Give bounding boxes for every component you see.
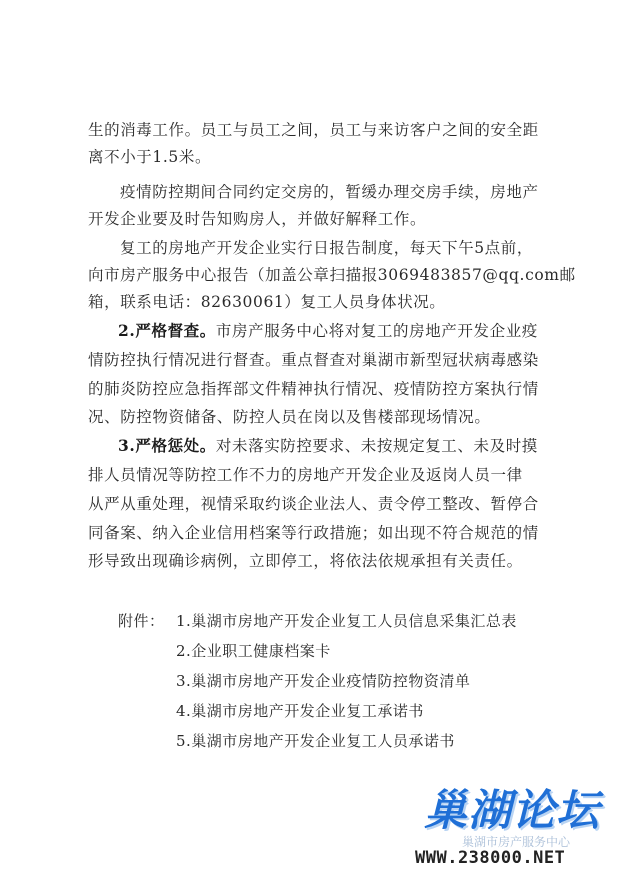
section3-first-line bbox=[118, 436, 538, 456]
section3-line-5: 形导致出现确诊病例，立即停工，将依法依规承担有关责任。 bbox=[88, 552, 523, 570]
attachment-item-5: 5.巢湖市房地产开发企业复工人员承诺书 bbox=[176, 732, 455, 750]
body-line-4: 开发企业要及时告知购房人，并做好解释工作。 bbox=[88, 210, 427, 228]
attachment-item-2: 2.企业职工健康档案卡 bbox=[176, 642, 331, 660]
attachment-item-1: 1.巢湖市房地产开发企业复工人员信息采集汇总表 bbox=[176, 612, 517, 630]
section2-line-4: 况、防控物资储备、防控人员在岗以及售楼部现场情况。 bbox=[88, 408, 491, 426]
body-line-5: 复工的房地产开发企业实行日报告制度，每天下午5点前， bbox=[120, 239, 533, 257]
watermark-logo: 巢湖论坛 bbox=[424, 786, 600, 836]
watermark-faint-text: 巢湖市房产服务中心 bbox=[462, 835, 571, 849]
section2-line-2: 情防控执行情况进行督查。重点督查对巢湖市新型冠状病毒感染 bbox=[88, 351, 539, 369]
section3-line-2: 排人员情况等防控工作不力的房地产开发企业及返岗人员一律 bbox=[88, 466, 523, 484]
body-line-3: 疫情防控期间合同约定交房的，暂缓办理交房手续，房地产 bbox=[120, 183, 539, 201]
body-line-7: 箱，联系电话：82630061）复工人员身体状况。 bbox=[88, 293, 446, 311]
section3-line-1: 对未落实防控要求、未按规定复工、未及时摸 bbox=[215, 437, 538, 455]
watermark-url: WWW.238000.NET bbox=[415, 848, 566, 868]
section3-heading: 3.严格惩处。 bbox=[118, 436, 216, 455]
section2-line-3: 的肺炎防控应急指挥部文件精神执行情况、疫情防控方案执行情 bbox=[88, 380, 539, 398]
attachments-label: 附件： bbox=[118, 612, 165, 630]
attachment-item-3: 3.巢湖市房地产开发企业疫情防控物资清单 bbox=[176, 672, 471, 690]
section3-line-3: 从严从重处理，视情采取约谈企业法人、责令停工整改、暂停合 bbox=[88, 495, 539, 513]
section2-line-1: 市房产服务中心将对复工的房地产开发企业疫 bbox=[215, 322, 538, 340]
section3-line-4: 同备案、纳入企业信用档案等行政措施；如出现不符合规范的情 bbox=[88, 524, 539, 542]
body-line-2: 离不小于1.5米。 bbox=[88, 148, 212, 166]
attachment-item-4: 4.巢湖市房地产开发企业复工承诺书 bbox=[176, 702, 424, 720]
body-line-6: 向市房产服务中心报告（加盖公章扫描报3069483857@qq.com邮 bbox=[88, 266, 576, 284]
section2-first-line bbox=[118, 321, 538, 341]
section2-heading: 2.严格督查。 bbox=[118, 321, 216, 340]
body-line-1: 生的消毒工作。员工与员工之间，员工与来访客户之间的安全距 bbox=[88, 121, 539, 139]
